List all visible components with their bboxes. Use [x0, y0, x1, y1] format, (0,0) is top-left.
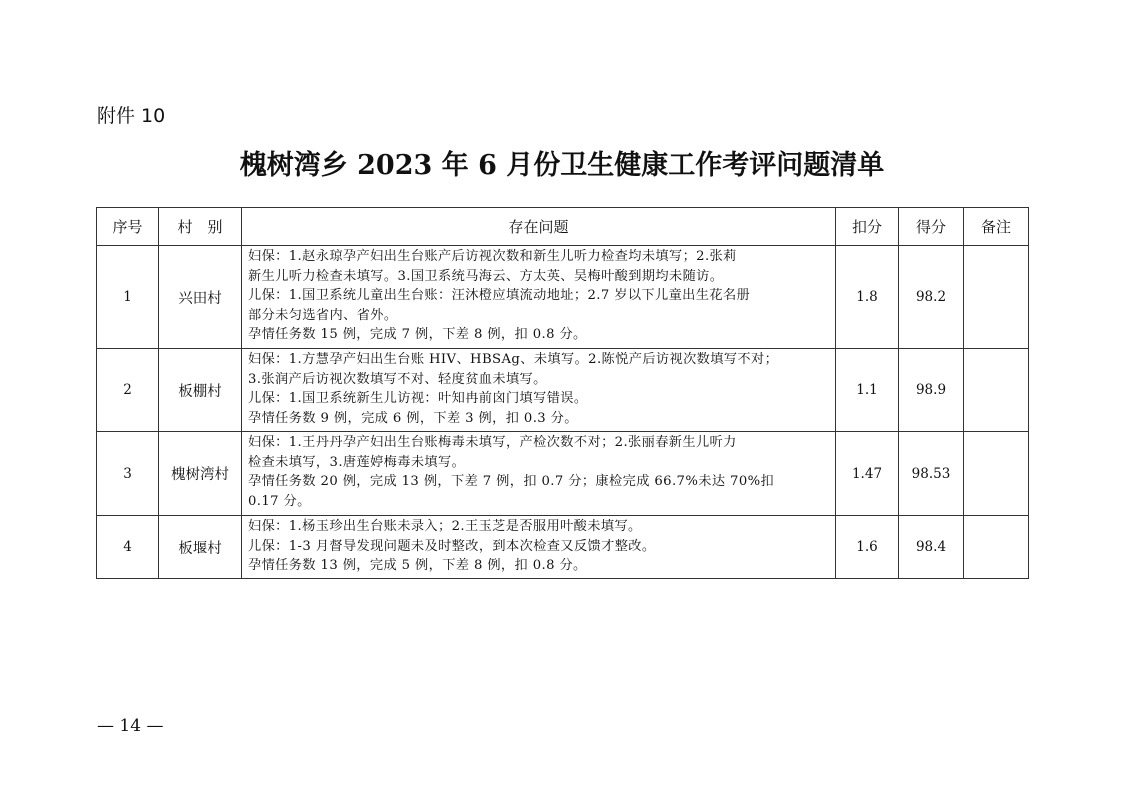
issue-line: 妇保：1.赵永琼孕产妇出生台账产后访视次数和新生儿听力检查均未填写；2.张莉: [248, 249, 737, 264]
issue-line: 0.17 分。: [248, 493, 311, 509]
row-issues: [242, 246, 836, 349]
issue-line: 孕情任务数 13 例，完成 5 例，下差 8 例，扣 0.8 分。: [248, 558, 587, 573]
issue-line: 检查未填写，3.唐莲婷梅毒未填写。: [248, 454, 466, 470]
row-village: 槐树湾村: [159, 432, 242, 516]
issue-line: 妇保：1.王丹丹孕产妇出生台账梅毒未填写，产检次数不对；2.张丽春新生儿听力: [248, 435, 737, 450]
header-index: 序号: [97, 208, 159, 246]
row-village: 板堰村: [159, 516, 242, 579]
issues-table: [96, 207, 1029, 579]
row-deduction: 1.6: [836, 516, 899, 579]
issue-line: 新生儿听力检查未填写。3.国卫系统马海云、方太英、吴梅叶酸到期均未随访。: [248, 268, 724, 284]
row-index: 3: [97, 432, 159, 516]
table-header-row: [97, 208, 1029, 246]
row-issues: [242, 516, 836, 579]
issue-line: 部分未匀选省内、省外。: [248, 307, 398, 323]
header-score: 得分: [899, 208, 964, 246]
row-village: 板棚村: [159, 349, 242, 432]
table-row: [97, 516, 1029, 579]
issue-line: 3.张润产后访视次数填写不对、轻度贫血未填写。: [248, 371, 547, 387]
header-issues: 存在问题: [242, 208, 836, 246]
row-remarks: [964, 246, 1029, 349]
issue-line: 儿保：1-3 月督导发现问题未及时整改，到本次检查又反馈才整改。: [248, 538, 656, 554]
row-index: 1: [97, 246, 159, 349]
row-score: 98.4: [899, 516, 964, 579]
issue-line: 孕情任务数 15 例，完成 7 例，下差 8 例，扣 0.8 分。: [248, 327, 587, 342]
issue-line: 孕情任务数 20 例，完成 13 例，下差 7 例，扣 0.7 分；康检完成 66.7%未达 70%扣: [248, 474, 775, 489]
row-issues: [242, 432, 836, 516]
row-index: 4: [97, 516, 159, 579]
issue-line: 妇保：1.方慧孕产妇出生台账 HIV、HBSAg、未填写。2.陈悦产后访视次数填写不对；: [248, 352, 779, 367]
row-remarks: [964, 516, 1029, 579]
row-deduction: 1.1: [836, 349, 899, 432]
row-issues: [242, 349, 836, 432]
header-deduction: 扣分: [836, 208, 899, 246]
issue-line: 孕情任务数 9 例，完成 6 例，下差 3 例，扣 0.3 分。: [248, 410, 578, 426]
header-remarks: 备注: [964, 208, 1029, 246]
row-score: 98.53: [899, 432, 964, 516]
page-title: 槐树湾乡 2023 年 6 月份卫生健康工作考评问题清单: [239, 150, 885, 181]
row-score: 98.2: [899, 246, 964, 349]
attachment-label: 附件 10: [97, 105, 166, 127]
table-row: [97, 349, 1029, 432]
row-index: 2: [97, 349, 159, 432]
row-deduction: 1.8: [836, 246, 899, 349]
row-remarks: [964, 432, 1029, 516]
issue-line: 妇保：1.杨玉珍出生台账未录入；2.王玉芝是否服用叶酸未填写。: [248, 519, 642, 534]
row-deduction: 1.47: [836, 432, 899, 516]
table-row: [97, 432, 1029, 516]
header-village: 村 别: [159, 208, 242, 246]
issue-line: 儿保：1.国卫系统新生儿访视：叶知冉前囟门填写错误。: [248, 391, 588, 406]
issue-line: 儿保：1.国卫系统儿童出生台账：汪沐橙应填流动地址；2.7 岁以下儿童出生花名册: [248, 288, 751, 303]
table-row: [97, 246, 1029, 349]
page-number: — 14 —: [97, 716, 164, 736]
row-remarks: [964, 349, 1029, 432]
row-score: 98.9: [899, 349, 964, 432]
row-village: 兴田村: [159, 246, 242, 349]
